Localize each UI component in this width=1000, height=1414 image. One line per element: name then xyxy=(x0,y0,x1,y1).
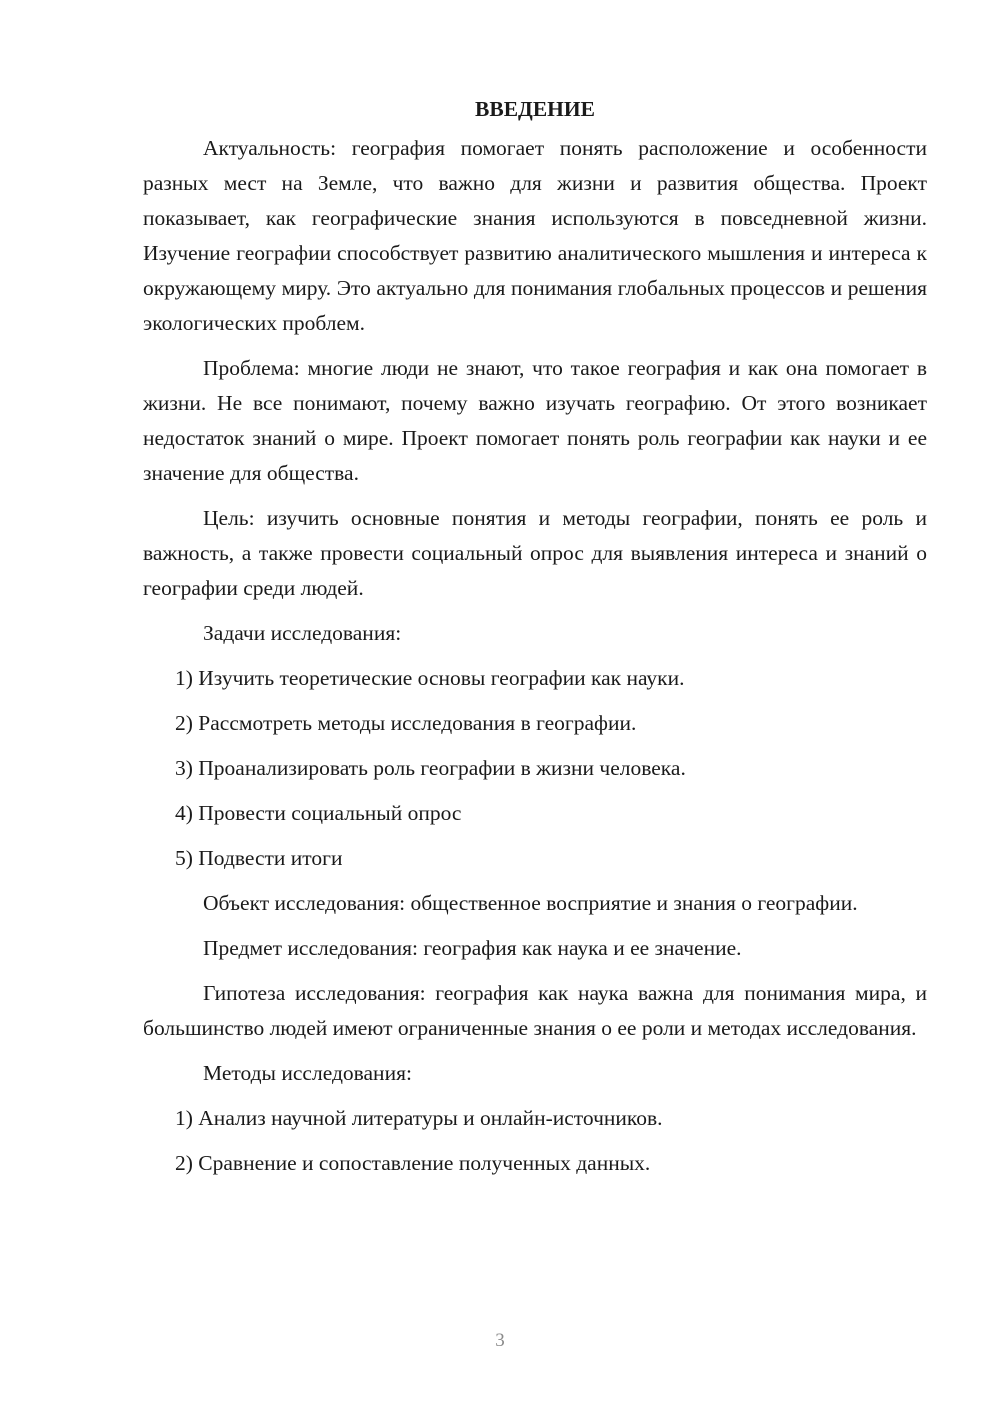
paragraph-hypothesis: Гипотеза исследования: география как наука важна для понимания мира, и большинство людей имеют ограниченные знания о ее роли и методах исследования. xyxy=(143,981,927,1040)
list-item: 2) Сравнение и сопоставление полученных данных. xyxy=(175,1151,651,1175)
tasks-heading: Задачи исследования: xyxy=(203,621,402,645)
list-item: 5) Подвести итоги xyxy=(175,846,343,870)
list-item: 1) Изучить теоретические основы географии как науки. xyxy=(175,666,685,690)
paragraph-problem: Проблема: многие люди не знают, что такое география и как она помогает в жизни. Не все понимают, почему важно изучать географию. От этого возникает недостаток знаний о мире. Проект помогает понять роль географии как науки и ее значение для общества. xyxy=(143,356,927,485)
paragraph-relevance: Актуальность: география помогает понять расположение и особенности разных мест на Земле, что важно для жизни и развития общества. Проект показывает, как географические знания используются в повседневной жизни. Изучение географии способствует развитию аналитического мышления и интереса к окружающему миру. Это актуально для понимания глобальных процессов и решения экологических проблем. xyxy=(143,136,927,335)
list-item: 2) Рассмотреть методы исследования в географии. xyxy=(175,711,637,735)
paragraph-subject: Предмет исследования: география как наука и ее значение. xyxy=(203,936,742,960)
methods-list xyxy=(143,1101,927,1181)
paragraph-goal: Цель: изучить основные понятия и методы географии, понять ее роль и важность, а также провести социальный опрос для выявления интереса и знаний о географии среди людей. xyxy=(143,506,927,600)
tasks-list xyxy=(143,661,927,876)
page-content xyxy=(143,92,927,1191)
list-item: 1) Анализ научной литературы и онлайн-источников. xyxy=(175,1106,663,1130)
list-item: 3) Проанализировать роль географии в жизни человека. xyxy=(175,756,686,780)
paragraph-object: Объект исследования: общественное восприятие и знания о географии. xyxy=(203,891,858,915)
section-title: ВВЕДЕНИЕ xyxy=(475,97,595,121)
list-item: 4) Провести социальный опрос xyxy=(175,801,462,825)
page-number: 3 xyxy=(495,1330,505,1351)
methods-heading: Методы исследования: xyxy=(203,1061,412,1085)
